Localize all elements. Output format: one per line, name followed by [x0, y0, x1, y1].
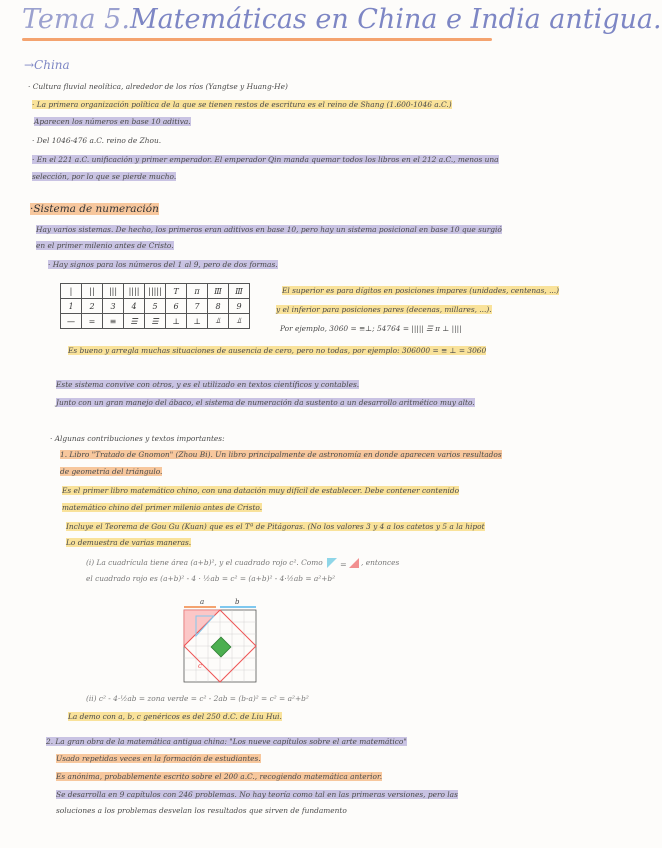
numeracion-heading: ·Sistema de numeración	[30, 203, 159, 215]
cero-note: Es bueno y arregla muchas situaciones de ausencia de cero, pero no todas, por ejemplo: 306000 = ≡ ⊥ = 3060	[68, 346, 487, 355]
title-tema: Tema 5.	[22, 4, 130, 35]
contrib-line: 1. Libro "Tratado de Gnomon" (Zhou Bi). Un libro principalmente de astronomía en donde aparecen varios resultados	[60, 450, 502, 459]
label-c: c	[198, 662, 202, 670]
label-a: a	[200, 598, 205, 606]
rod-explain: Por ejemplo, 3060 = ≡⊥; 54764 = ||||| ☰ π ⊥ ||||	[280, 324, 462, 333]
rod-cell: 5	[145, 299, 166, 314]
gou-gu-diagram	[180, 596, 260, 684]
title-rest: Matemáticas en China e India antigua.	[129, 4, 662, 35]
rod-cell: 8	[208, 299, 229, 314]
numeracion-para: Junto con un gran manejo del ábaco, el sistema de numeración da sustento a un desarrollo aritmético muy alto.	[56, 398, 475, 407]
label-b: b	[235, 598, 240, 606]
rod-cell: ☰	[124, 314, 145, 329]
china-line: selección, por lo que se pierde mucho.	[32, 172, 177, 181]
title-underline	[22, 38, 492, 41]
obra-line: Es anónima, probablemente escrito sobre el 200 a.C., recogiendo matemática anterior.	[56, 772, 383, 781]
contrib-line: matemático chino del primer milenio antes de Cristo.	[62, 503, 263, 512]
rod-row-digits	[61, 299, 250, 314]
rod-cell: ⊥	[187, 314, 208, 329]
svg-text:=: =	[340, 560, 347, 569]
rod-cell: ||||	[124, 284, 145, 299]
page-title	[22, 4, 662, 35]
rod-cell: 7	[187, 299, 208, 314]
rod-cell: |||||	[145, 284, 166, 299]
obra-line: Usado repetidas veces en la formación de estudiantes.	[56, 754, 261, 763]
obra-line: soluciones a los problemas desvelan los resultados que sirven de fundamento	[56, 806, 347, 815]
contrib-line: Lo demuestra de varias maneras.	[66, 538, 192, 547]
rod-cell: 2	[82, 299, 103, 314]
triangle-pair-icon	[325, 556, 361, 570]
china-line: · Del 1046-476 a.C. reino de Zhou.	[32, 136, 162, 145]
china-line: Aparecen los números en base 10 aditiva.	[34, 117, 191, 126]
numeracion-intro: Hay varios sistemas. De hecho, los primeros eran aditivos en base 10, pero hay un sistema posicional en base 10 que surgió	[36, 225, 502, 234]
rod-cell: π	[187, 284, 208, 299]
rod-cell: |||	[103, 284, 124, 299]
china-heading: →China	[24, 58, 70, 72]
contrib-line: Incluye el Teorema de Gou Gu (Kuan) que es el Tª de Pitágoras. (No los valores 3 y 4 a los catetos y 5 a la hipot	[66, 522, 485, 531]
rod-cell: ⫫	[229, 314, 250, 329]
rod-row-top	[61, 284, 250, 299]
contrib-line: Es el primer libro matemático chino, con una datación muy difícil de establecer. Debe contener contenido	[62, 486, 460, 495]
obra-line: Se desarrolla en 9 capítulos con 246 problemas. No hay teoría como tal en las primeras versiones, pero las	[56, 790, 458, 799]
proof-ii-line: (ii) c² - 4·½ab = zona verde = c² - 2ab = (b-a)² = c² = a²+b²	[86, 694, 309, 703]
rod-cell: ☰	[145, 314, 166, 329]
numeracion-intro: en el primer milenio antes de Cristo.	[36, 241, 174, 250]
signos-line: · Hay signos para los números del 1 al 9, pero de dos formas.	[48, 260, 278, 269]
rod-cell: Ⅲ	[208, 284, 229, 299]
numeracion-para: Este sistema convive con otros, y es el utilizado en textos científicos y contables.	[56, 380, 360, 389]
china-line: · La primera organización política de la que se tienen restos de escritura es el reino de Shang (1.600-1046 a.C.)	[32, 100, 452, 109]
contrib-line: de geometría del triángulo.	[60, 467, 163, 476]
rod-explain: El superior es para dígitos en posiciones impares (unidades, centenas, ...)	[282, 286, 559, 295]
rod-cell: |	[61, 284, 82, 299]
rod-cell: ≡	[103, 314, 124, 329]
rod-explain: y el inferior para posiciones pares (decenas, millares, ...).	[276, 305, 492, 314]
rod-cell: T	[166, 284, 187, 299]
rod-row-bottom	[61, 314, 250, 329]
rod-cell: ||	[82, 284, 103, 299]
rod-numeral-table	[60, 283, 250, 329]
contrib-heading: · Algunas contribuciones y textos importantes:	[50, 434, 225, 443]
rod-cell: =	[82, 314, 103, 329]
rod-cell: 3	[103, 299, 124, 314]
rod-cell: Ⅲ	[229, 284, 250, 299]
rod-cell: —	[61, 314, 82, 329]
rod-cell: 9	[229, 299, 250, 314]
china-line: · En el 221 a.C. unificación y primer emperador. El emperador Qin manda quemar todos los libros en el 212 a.C., menos una	[32, 155, 499, 164]
proof-i-line: el cuadrado rojo es (a+b)² - 4 · ½ab = c² = (a+b)² - 4·½ab = a²+b²	[86, 574, 336, 583]
rod-cell: 6	[166, 299, 187, 314]
obra-line: 2. La gran obra de la matemática antigua china: "Los nueve capítulos sobre el arte matemático"	[46, 737, 407, 746]
demo-note: La demo con a, b, c genéricos es del 250 d.C. de Liu Hui.	[68, 712, 282, 721]
rod-cell: ⫫	[208, 314, 229, 329]
rod-cell: ⊥	[166, 314, 187, 329]
rod-cell: 4	[124, 299, 145, 314]
proof-i-line: (i) La cuadrícula tiene área (a+b)², y el cuadrado rojo c². Como = , entonces	[86, 558, 400, 569]
china-line: · Cultura fluvial neolítica, alrededor de los ríos (Yangtse y Huang-He)	[28, 82, 288, 91]
rod-cell: 1	[61, 299, 82, 314]
